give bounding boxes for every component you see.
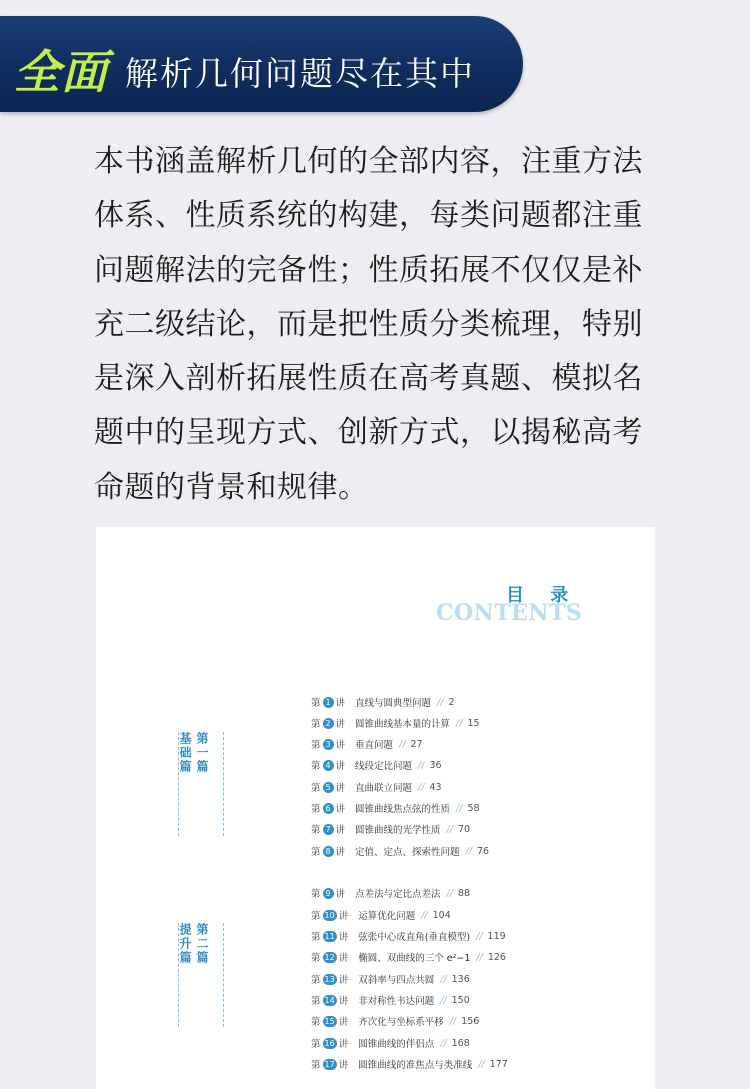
banner-title: 解析几何问题尽在其中: [125, 54, 475, 93]
lecture-suffix: 讲: [338, 911, 349, 922]
toc-entry[interactable]: [311, 990, 470, 1010]
intro-line: 题中的呈现方式、创新方式，以揭秘高考: [94, 415, 643, 451]
lecture-number-badge: 13: [324, 974, 335, 984]
lecture-suffix: 讲: [338, 1017, 349, 1028]
lecture-prefix: 第: [311, 804, 321, 815]
lecture-suffix: 讲: [335, 889, 346, 900]
page-number: 43: [429, 781, 442, 793]
page-separator: //: [476, 951, 483, 963]
lecture-number-badge: 17: [324, 1059, 335, 1069]
intro-line: 本书涵盖解析几何的全部内容，注重方法: [94, 144, 643, 179]
page-number: 126: [487, 951, 506, 963]
lecture-title: 运算优化问题: [358, 911, 416, 922]
lecture-number-badge: 14: [324, 995, 335, 1005]
lecture-number-badge: 2: [323, 718, 334, 729]
lecture-prefix: 第: [311, 761, 321, 772]
lecture-suffix: 讲: [338, 1039, 349, 1050]
lecture-number-badge: 3: [323, 739, 334, 750]
lecture-title: 弦张中心成直角(垂直模型): [358, 932, 471, 943]
lecture-title: 线段定比问题: [355, 761, 413, 772]
page-number: 156: [461, 1015, 480, 1027]
intro-line: 充二级结论，而是把性质分类梳理，特别: [94, 306, 643, 342]
lecture-prefix: 第: [311, 953, 321, 964]
lecture-title: 垂直问题: [355, 740, 394, 751]
section-banner: [0, 16, 523, 112]
part-number: 第二篇: [195, 923, 209, 965]
part-label-advanced: [178, 923, 224, 1027]
page-number: 104: [432, 909, 451, 921]
table-of-contents-card: [96, 527, 655, 1089]
page-number: 88: [457, 887, 471, 899]
page-separator: //: [476, 930, 483, 942]
page-number: 36: [429, 759, 442, 771]
lecture-title: 椭圆、双曲线的三个 e²−1: [358, 953, 471, 964]
toc-subtitle: CONTENTS: [436, 600, 583, 626]
lecture-prefix: 第: [311, 1017, 321, 1028]
lecture-prefix: 第: [311, 911, 321, 922]
lecture-suffix: 讲: [338, 975, 349, 986]
page-separator: //: [440, 1037, 447, 1049]
lecture-prefix: 第: [311, 825, 321, 836]
page-separator: //: [465, 845, 472, 857]
page-number: 70: [457, 823, 471, 835]
page-separator: //: [446, 823, 453, 835]
lecture-number-badge: 8: [323, 846, 334, 857]
page-separator: //: [440, 973, 447, 985]
lecture-title: 圆锥曲线的准焦点与类准线: [358, 1060, 473, 1071]
intro-line: 问题解法的完备性；性质拓展不仅仅是补: [94, 252, 643, 288]
lecture-prefix: 第: [311, 1039, 321, 1050]
lecture-title: 定值、定点、探索性问题: [355, 847, 460, 858]
lecture-suffix: 讲: [335, 740, 346, 751]
page-number: 168: [451, 1037, 470, 1049]
banner-highlight-text: 全面: [14, 45, 108, 99]
toc-entry[interactable]: [311, 926, 506, 946]
lecture-suffix: 讲: [338, 932, 349, 943]
toc-entry[interactable]: [311, 692, 455, 712]
page-number: 58: [467, 802, 480, 814]
lecture-number-badge: 1: [323, 697, 334, 708]
lecture-suffix: 讲: [335, 761, 346, 772]
page-separator: //: [446, 887, 453, 899]
lecture-prefix: 第: [311, 996, 321, 1007]
lecture-number-badge: 16: [324, 1038, 335, 1048]
page-separator: //: [437, 696, 444, 708]
page-separator: //: [440, 994, 447, 1006]
page-separator: //: [456, 802, 463, 814]
page-separator: //: [456, 717, 463, 729]
toc-entry[interactable]: [311, 1011, 479, 1031]
toc-entry[interactable]: [311, 969, 470, 989]
toc-entry[interactable]: [311, 798, 480, 818]
part-number: 第一篇: [195, 732, 209, 774]
page-separator: //: [418, 781, 425, 793]
toc-entry[interactable]: [311, 883, 470, 903]
lecture-title: 圆锥曲线焦点弦的性质: [355, 804, 451, 815]
lecture-title: 齐次化与坐标系平移: [358, 1017, 444, 1028]
part-label-basic: [178, 732, 224, 836]
lecture-title: 双斜率与四点共圆: [358, 975, 435, 986]
page-number: 136: [451, 973, 470, 985]
lecture-title: 直曲联立问题: [355, 783, 413, 794]
lecture-title: 直线与圆典型问题: [355, 698, 432, 709]
lecture-suffix: 讲: [335, 698, 346, 709]
lecture-prefix: 第: [311, 889, 321, 900]
lecture-prefix: 第: [311, 975, 321, 986]
lecture-number-badge: 7: [323, 824, 334, 835]
intro-line: 体系、性质系统的构建，每类问题都注重: [94, 198, 643, 234]
intro-paragraph: [94, 135, 664, 515]
toc-entry[interactable]: [311, 841, 489, 861]
page-number: 119: [487, 930, 506, 942]
lecture-number-badge: 15: [324, 1016, 335, 1026]
lecture-title: 点差法与定比点差法: [355, 889, 441, 900]
lecture-number-badge: 10: [324, 910, 335, 920]
intro-line: 是深入剖析拓展性质在高考真题、模拟名: [94, 361, 643, 397]
toc-entry[interactable]: [311, 905, 451, 925]
intro-line: 命题的背景和规律。: [94, 469, 369, 505]
part-name: 基础篇: [178, 732, 192, 774]
toc-entry[interactable]: [311, 819, 470, 839]
toc-title: 目 录: [506, 585, 579, 606]
lecture-prefix: 第: [311, 932, 321, 943]
lecture-title: 圆锥曲线基本量的计算: [355, 719, 451, 730]
part-name: 提升篇: [178, 923, 192, 965]
page-number: 177: [489, 1058, 508, 1070]
lecture-prefix: 第: [311, 1060, 321, 1071]
page-number: 150: [451, 994, 470, 1006]
lecture-prefix: 第: [311, 698, 321, 709]
page-separator: //: [421, 909, 428, 921]
lecture-suffix: 讲: [338, 996, 349, 1007]
lecture-number-badge: 11: [324, 931, 335, 941]
page-separator: //: [449, 1015, 457, 1027]
lecture-suffix: 讲: [335, 783, 346, 794]
page-number: 76: [476, 845, 490, 857]
page-separator: //: [399, 738, 406, 750]
page-separator: //: [478, 1058, 485, 1070]
lecture-prefix: 第: [311, 740, 321, 751]
lecture-suffix: 讲: [335, 804, 346, 815]
lecture-suffix: 讲: [335, 719, 346, 730]
page-number: 15: [467, 717, 480, 729]
toc-entry[interactable]: [311, 755, 442, 775]
lecture-number-badge: 6: [323, 803, 334, 814]
toc-entry[interactable]: [311, 713, 480, 733]
lecture-number-badge: 4: [323, 760, 334, 771]
toc-entry[interactable]: [311, 777, 442, 797]
page-separator: //: [418, 759, 425, 771]
toc-entry[interactable]: [311, 1054, 508, 1074]
lecture-suffix: 讲: [335, 847, 346, 858]
lecture-prefix: 第: [311, 847, 321, 858]
lecture-title: 非对称性韦达问题: [358, 996, 435, 1007]
toc-entry[interactable]: [311, 1033, 470, 1053]
lecture-number-badge: 9: [323, 888, 334, 899]
toc-entry[interactable]: [311, 734, 423, 754]
lecture-number-badge: 12: [324, 952, 335, 962]
page-number: 2: [448, 696, 455, 708]
lecture-suffix: 讲: [338, 1060, 349, 1071]
lecture-suffix: 讲: [338, 953, 349, 964]
lecture-prefix: 第: [311, 719, 321, 730]
toc-entry[interactable]: [311, 947, 506, 967]
page-number: 27: [410, 738, 423, 750]
lecture-title: 圆锥曲线的伴侣点: [358, 1039, 435, 1050]
lecture-number-badge: 5: [323, 782, 334, 793]
lecture-suffix: 讲: [335, 825, 346, 836]
lecture-title: 圆锥曲线的光学性质: [355, 825, 441, 836]
lecture-prefix: 第: [311, 783, 321, 794]
